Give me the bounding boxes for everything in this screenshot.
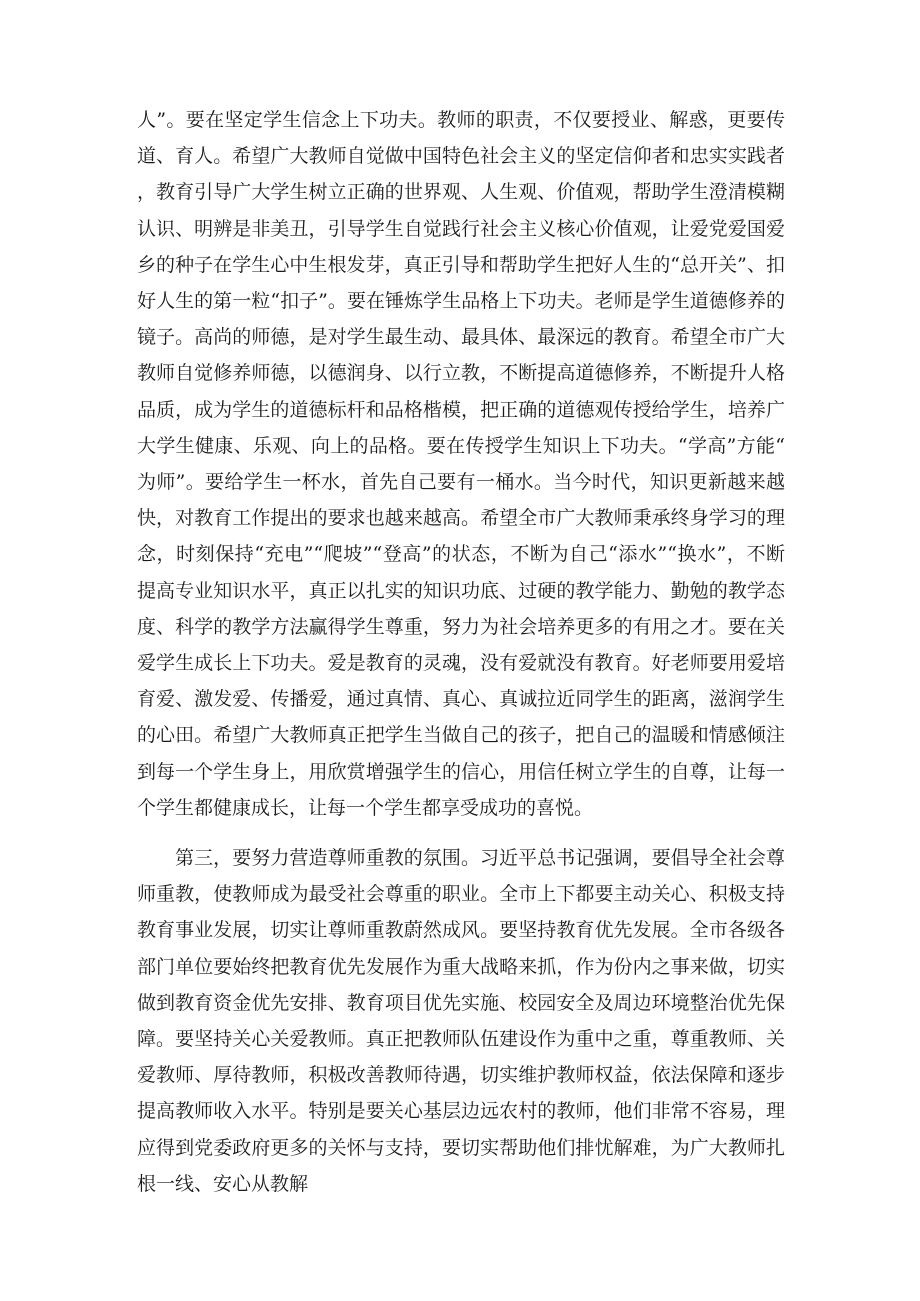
document-page <box>137 102 785 1202</box>
body-paragraph-continued: 人”。要在坚定学生信念上下功夫。教师的职责，不仅要授业、解惑，更要传道、育人。希望广大教师自觉做中国特色社会主义的坚定信仰者和忠实实践者，教育引导广大学生树立正确的世界观、人生观、价值观，帮助学生澄清模糊认识、明辨是非美丑，引导学生自觉践行社会主义核心价值观，让爱党爱国爱乡的种子在学生心中生根发芽，真正引导和帮助学生把好人生的“总开关”、扣好人生的第一粒“扣子”。要在锤炼学生品格上下功夫。老师是学生道德修养的镜子。高尚的师德，是对学生最生动、最具体、最深远的教育。希望全市广大教师自觉修养师德，以德润身、以行立教，不断提高道德修养，不断提升人格品质，成为学生的道德标杆和品格楷模，把正确的道德观传授给学生，培养广大学生健康、乐观、向上的品格。要在传授学生知识上下功夫。“学高”方能“为师”。要给学生一杯水，首先自己要有一桶水。当今时代，知识更新越来越快，对教育工作提出的要求也越来越高。希望全市广大教师秉承终身学习的理念，时刻保持“充电”“爬坡”“登高”的状态，不断为自己“添水”“换水”，不断提高专业知识水平，真正以扎实的知识功底、过硬的教学能力、勤勉的教学态度、科学的教学方法赢得学生尊重，努力为社会培养更多的有用之才。要在关爱学生成长上下功夫。爱是教育的灵魂，没有爱就没有教育。好老师要用爱培育爱、激发爱、传播爱，通过真情、真心、真诚拉近同学生的距离，滋润学生的心田。希望广大教师真正把学生当做自己的孩子，把自己的温暖和情感倾注到每一个学生身上，用欣赏增强学生的信心，用信任树立学生的自尊，让每一个学生都健康成长，让每一个学生都享受成功的喜悦。 <box>137 109 785 819</box>
body-paragraph-third-point: 第三，要努力营造尊师重教的氛围。习近平总书记强调，要倡导全社会尊师重教，使教师成为最受社会尊重的职业。全市上下都要主动关心、积极支持教育事业发展，切实让尊师重教蔚然成风。要坚持教育优先发展。全市各级各部门单位要始终把教育优先发展作为重大战略来抓，作为份内之事来做，切实做到教育资金优先安排、教育项目优先实施、校园安全及周边环境整治优先保障。要坚持关心关爱教师。真正把教师队伍建设作为重中之重，尊重教师、关爱教师、厚待教师，积极改善教师待遇，切实维护教师权益，依法保障和逐步提高教师收入水平。特别是要关心基层边远农村的教师，他们非常不容易，理应得到党委政府更多的关怀与支持，要切实帮助他们排忧解难，为广大教师扎根一线、安心从教解 <box>137 847 785 1195</box>
